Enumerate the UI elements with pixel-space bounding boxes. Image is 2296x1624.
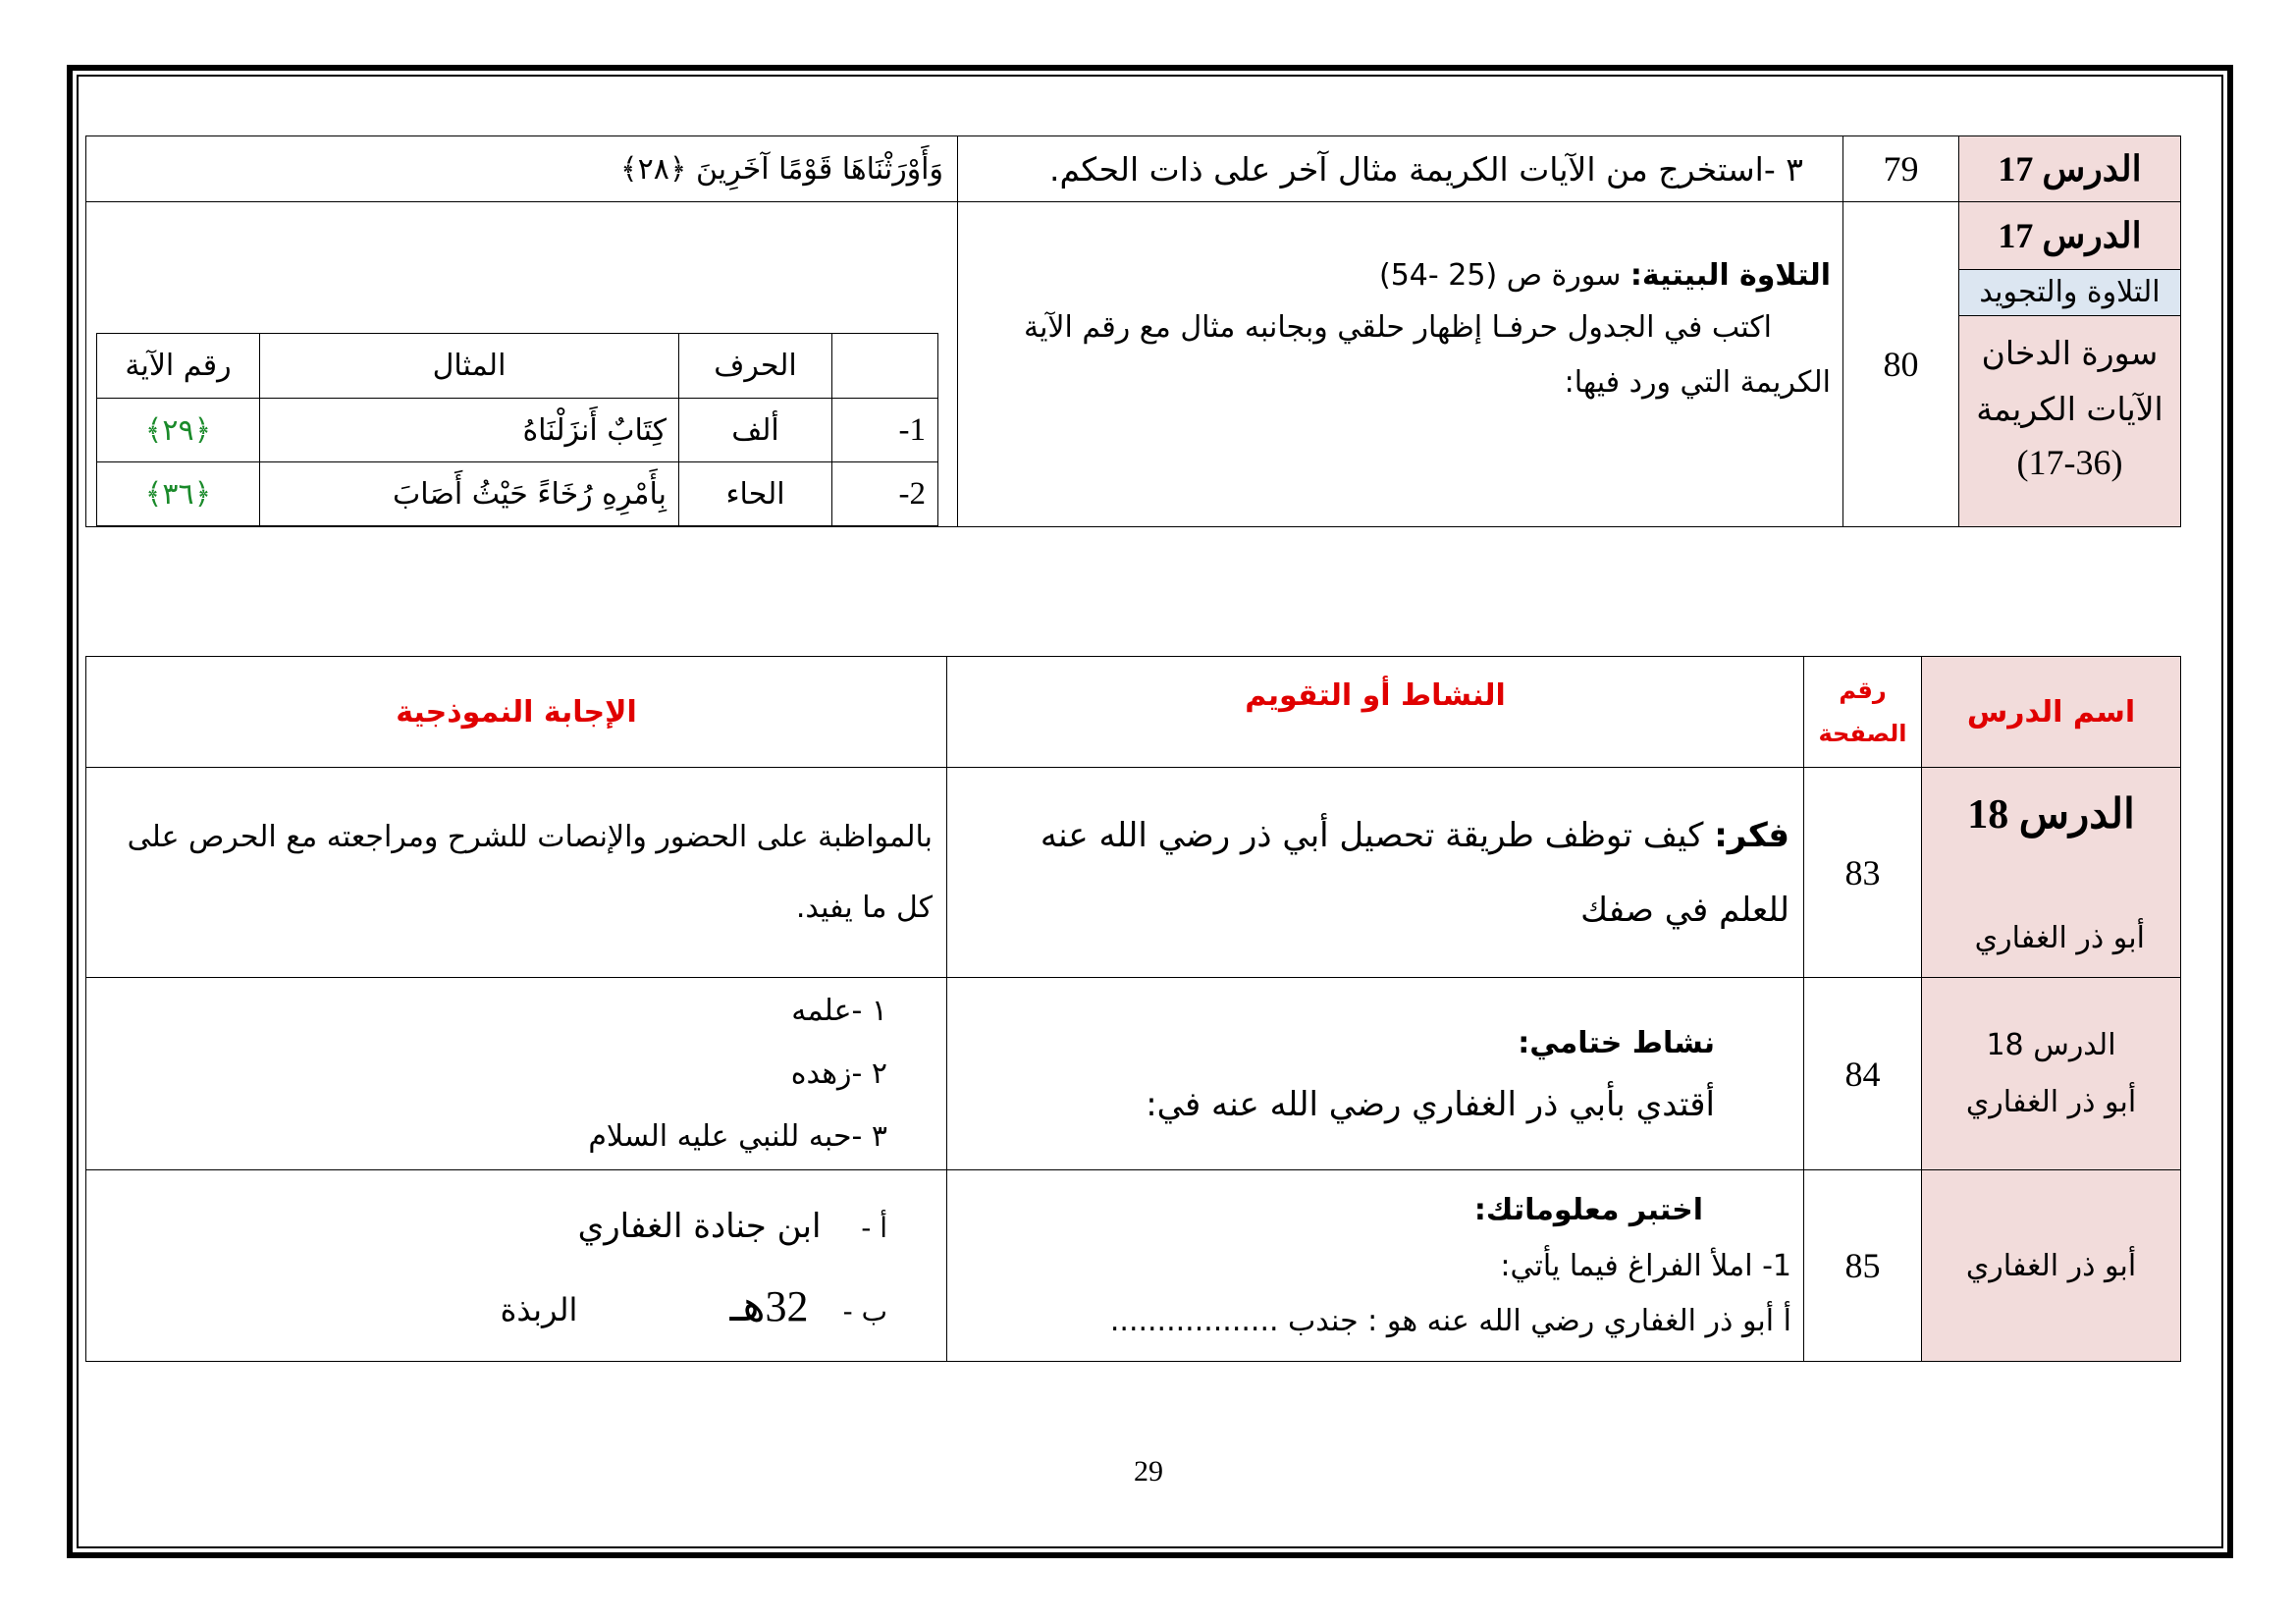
activity-cell [947,1170,1804,1362]
row-example: كِتَابٌ أَنزَلْنَاهُ [260,399,679,462]
table1-row2 [86,202,2181,527]
header-page-line1: رقم [1839,677,1887,704]
header-lesson-name: اسم الدرس [1922,657,2181,768]
table1-row1 [86,136,2181,202]
answer-a-text: ابن جنادة الغفاري [577,1207,822,1246]
answer-item: ٢ -زهده [790,1056,887,1091]
answer-a [100,1192,887,1263]
header-letter: الحرف [679,334,832,399]
answer-b [100,1271,887,1352]
activity-line1: 1- املأ الفراغ فيما يأتي: [1500,1249,1791,1283]
header-page-line2: الصفحة [1818,720,1907,747]
row-verse: ﴿٢٩﴾ [97,399,260,462]
lesson-cell: أبو ذر الغفاري [1922,1170,2181,1362]
lesson-title: الدرس 17 [1998,216,2142,255]
header-verse: رقم الآية [97,334,260,399]
answer-cell-2 [86,202,958,527]
header-activity: النشاط أو التقويم [947,657,1804,768]
activity-line: أقتدي بأبي ذر الغفاري رضي الله عنه في: [1146,1084,1715,1124]
row-verse: ﴿٣٦﴾ [97,462,260,526]
activity-line1: اكتب في الجدول حرفـا إظهار حلقي وبجانبه مثال مع رقم الآية [1024,310,1772,345]
activity-surah: سورة ص (25 -54) [1378,258,1622,293]
header-page-number [1804,657,1922,768]
activity-line1: كيف توظف طريقة تحصيل أبي ذر رضي الله عنه [1040,815,1715,855]
answer-cell: وَأَوْرَثْنَاهَا قَوْمًا آخَرِينَ ﴿٢٨﴾ [86,136,958,202]
lesson-cell [1922,978,2181,1170]
table2-row3 [86,1170,2181,1362]
activity-heading [972,251,1831,300]
activity-line2: للعلم في صفك [1580,890,1789,930]
page-cell: 84 [1804,978,1922,1170]
lesson-title: الدرس 18 [1967,792,2135,838]
lesson-cell-2 [1959,202,2181,527]
answer-item: ١ -علمه [791,993,887,1028]
answer-a-label: أ - [861,1212,887,1244]
page-cell: 83 [1804,768,1922,978]
activity-line2: الكريمة التي ورد فيها: [1564,365,1831,400]
answer-line1: بالمواظبة على الحضور والإنصات للشرح ومراجعته مع الحرص على [127,819,933,854]
lesson17-table [85,135,2181,527]
subtable-row [97,399,938,462]
answer-item: ٣ -حبه للنبي عليه السلام [588,1118,887,1154]
row-number: 2- [832,462,938,526]
answer-cell [86,768,947,978]
page-cell: 85 [1804,1170,1922,1362]
lesson-title: الدرس 18 [1986,1027,2116,1062]
verses-label: الآيات الكريمة [1976,390,2163,428]
answer-b-place: الربذة [500,1291,578,1328]
letters-subtable [96,333,938,526]
header-number [832,334,938,399]
row-number: 1- [832,399,938,462]
header-example: المثال [260,334,679,399]
page-cell: 79 [1843,136,1959,202]
verses-range: (17-36) [2016,443,2123,482]
lesson-subtitle: أبو ذر الغفاري [1965,1084,2137,1119]
table2-row1 [86,768,2181,978]
header-answer: الإجابة النموذجية [86,657,947,768]
category-label: التلاوة والتجويد [1959,269,2180,316]
answer-cell [86,978,947,1170]
page-cell-2: 80 [1843,202,1959,527]
answer-cell [86,1170,947,1362]
row-letter: الحاء [679,462,832,526]
activity-cell [947,768,1804,978]
table2-row2 [86,978,2181,1170]
surah-name: سورة الدخان [1981,334,2159,372]
activity-cell: ٣ -استخرج من الآيات الكريمة مثال آخر على ذات الحكم. [958,136,1843,202]
activity-title: التلاوة البيتية: [1629,258,1831,293]
activity-line2: أ أبو ذر الغفاري رضي الله عنه هو : جندب .................. [1109,1304,1791,1338]
page-number: 29 [1134,1455,1163,1488]
lesson-subtitle: أبو ذر الغفاري [1974,921,2145,955]
lesson-cell: الدرس 17 [1959,136,2181,202]
answer-b-year: 32هـ [729,1282,809,1330]
activity-title: نشاط ختامي: [1518,1025,1715,1060]
activity-cell [947,978,1804,1170]
lesson18-table [85,656,2181,1362]
activity-title: اختبر معلوماتك: [1473,1193,1703,1227]
activity-cell-2 [958,202,1843,527]
lesson-cell [1922,768,2181,978]
answer-line2: كل ما يفيد. [795,890,933,925]
answer-b-label: ب - [842,1295,887,1327]
activity-title: فكر: [1714,815,1789,855]
row-letter: ألف [679,399,832,462]
subtable-row [97,462,938,526]
row-example: بِأَمْرِهِ رُخَاءً حَيْثُ أَصَابَ [260,462,679,526]
subtable-header [97,334,938,399]
table2-header [86,657,2181,768]
